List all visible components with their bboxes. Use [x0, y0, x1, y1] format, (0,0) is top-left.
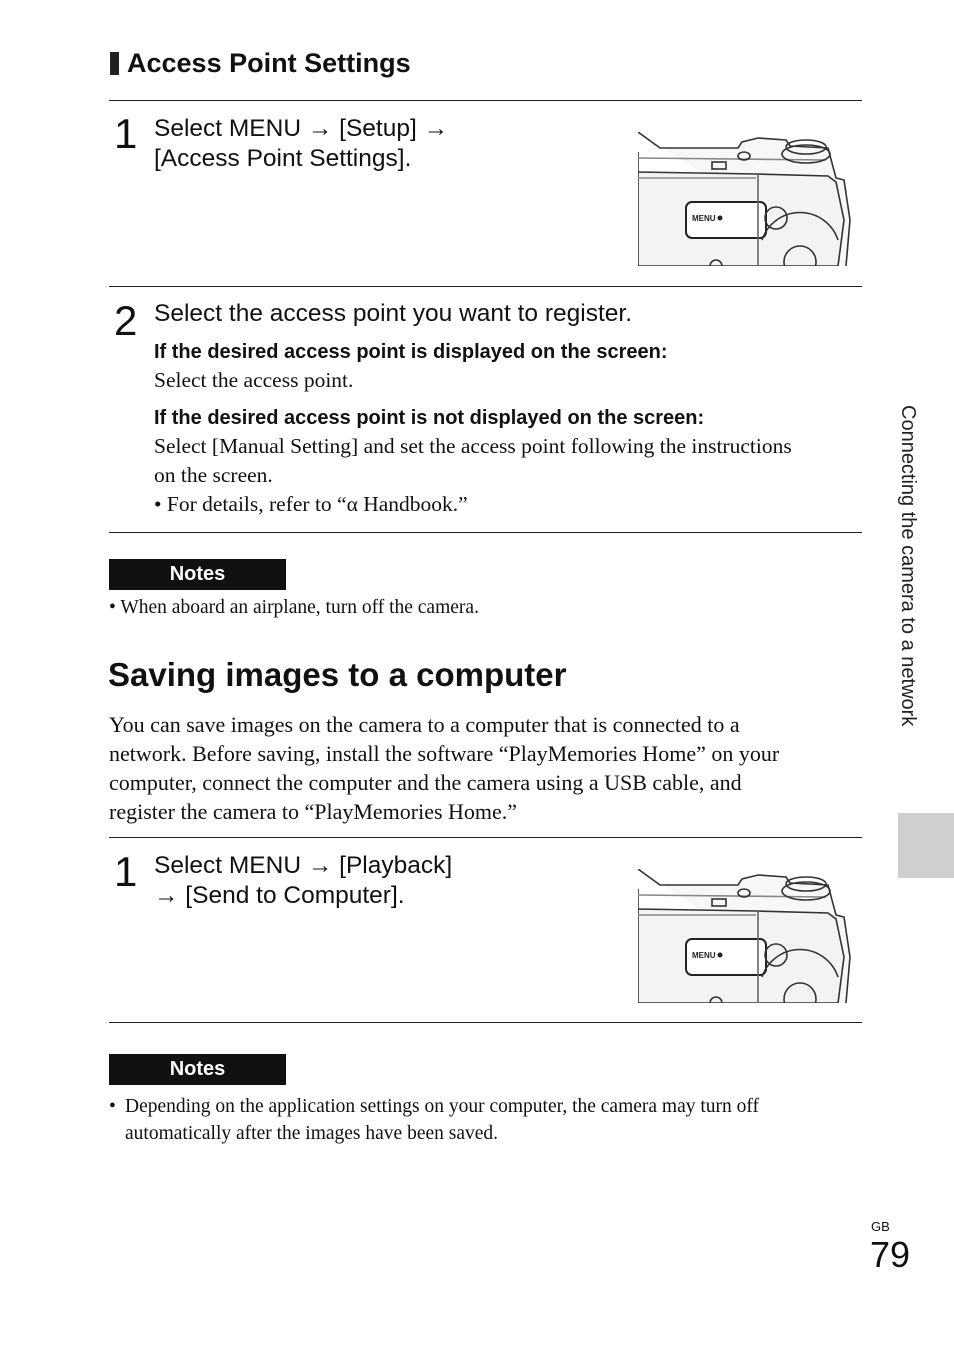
divider [109, 100, 862, 101]
bullet: • [109, 1096, 116, 1117]
para-line: You can save images on the camera to a computer that is connected to a [109, 712, 740, 737]
step-text [154, 851, 452, 911]
divider [109, 286, 862, 287]
page-number: 79 [870, 1234, 911, 1275]
sub-heading: If the desired access point is not displayed on the screen: [154, 407, 705, 429]
region-code: GB [871, 1219, 890, 1234]
page-heading: Saving images to a computer [108, 656, 567, 693]
notes-label: Notes [109, 1054, 286, 1085]
note-item: • When aboard an airplane, turn off the camera. [109, 597, 479, 618]
step-text [154, 114, 448, 174]
menu-button-label: MENU [692, 214, 716, 223]
para-line: register the camera to “PlayMemories Home.” [109, 799, 518, 824]
step-text: Select the access point you want to register. [154, 300, 633, 327]
camera-menu-button-illustration [638, 132, 852, 266]
para-line: network. Before saving, install the software “PlayMemories Home” on your [109, 741, 780, 766]
intro-paragraph [109, 710, 779, 826]
step-line: Select MENU → [Setup] → [154, 115, 449, 142]
note-item [109, 1093, 885, 1147]
chapter-sidebar-label: Connecting the camera to a network [897, 405, 919, 727]
step-line: → [Send to Computer]. [154, 882, 405, 909]
sub-heading: If the desired access point is displayed on the screen: [154, 341, 668, 363]
divider [109, 1022, 862, 1023]
camera-menu-button-illustration [638, 869, 852, 1003]
divider [109, 532, 862, 533]
chapter-tab [898, 813, 954, 878]
note-line: automatically after the images have been saved. [125, 1123, 499, 1144]
step-number: 1 [114, 110, 138, 157]
section-marker [110, 52, 119, 75]
para-line: computer, connect the computer and the camera using a USB cable, and [109, 770, 742, 795]
section-title [110, 48, 411, 79]
step-number: 1 [114, 848, 138, 895]
notes-label: Notes [109, 559, 286, 590]
menu-button-label: MENU [692, 951, 716, 960]
note-line: Depending on the application settings on your computer, the camera may turn off [125, 1096, 760, 1117]
divider [109, 837, 862, 838]
body-text: Select the access point. [154, 368, 354, 392]
bullet-item: • For details, refer to “α Handbook.” [154, 492, 468, 516]
section-title-text: Access Point Settings [127, 48, 411, 78]
body-text [154, 432, 792, 519]
body-line: Select [Manual Setting] and set the access point following the instructions [154, 434, 792, 458]
step-line: Select MENU → [Playback] [154, 852, 453, 879]
step-number: 2 [114, 297, 138, 344]
step-line: [Access Point Settings]. [154, 145, 412, 172]
body-line: on the screen. [154, 463, 273, 487]
